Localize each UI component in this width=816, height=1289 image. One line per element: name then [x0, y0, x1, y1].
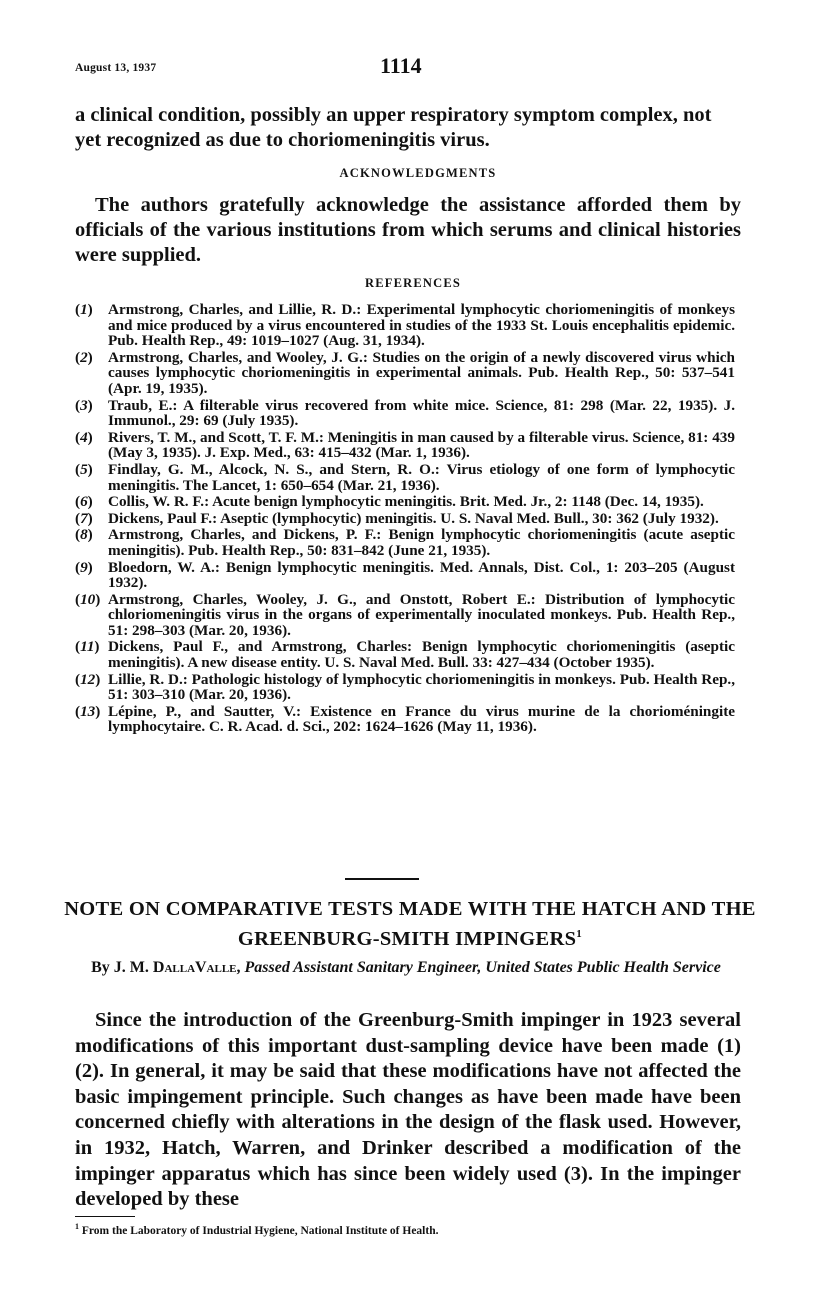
article-title: [60, 897, 760, 952]
reference-text: Lillie, R. D.: Pathologic histology of lymphocytic choriomeningitis in monkeys. Pub. Health Rep., 51: 303–310 (Mar. 20, 1936).: [108, 670, 735, 704]
reference-number: (8): [75, 526, 93, 544]
reference-number: (2): [75, 348, 93, 366]
author-initials: J. M.: [113, 959, 153, 976]
references-heading: REFERENCES: [364, 276, 462, 290]
reference-item: [75, 430, 735, 461]
reference-number: (3): [75, 396, 93, 414]
reference-number: (6): [75, 493, 93, 511]
reference-item: [75, 398, 735, 429]
title-footnote-mark: 1: [576, 928, 583, 940]
reference-text: Rivers, T. M., and Scott, T. F. M.: Meningitis in man caused by a filterable virus. Science, 81: 439 (May 3, 1935). J. Exp. Med., 63: 415–432 (Mar. 1, 1936).: [108, 428, 735, 462]
reference-text: Traub, E.: A filterable virus recovered from white mice. Science, 81: 298 (Mar. 22, 1935). J. Immunol., 29: 69 (July 1935).: [108, 396, 735, 430]
reference-item: [75, 494, 735, 510]
reference-item: [75, 462, 735, 493]
reference-number: (10): [75, 590, 101, 608]
section-divider: [345, 878, 419, 880]
reference-number: (4): [75, 428, 93, 446]
reference-item: [75, 704, 735, 735]
reference-text: Armstrong, Charles, and Lillie, R. D.: Experimental lymphocytic choriomeningitis of monkeys and mice produced by a virus encountered in studies of the 1933 St. Louis encephalitis epidemic. Pub. Health Rep., 49: 1019–1027 (Aug. 31, 1934).: [108, 301, 735, 350]
reference-text: Armstrong, Charles, Wooley, J. G., and Onstott, Robert E.: Distribution of lymphocytic chloriomeningitis virus in the organs of experimentally inoculated monkeys. Pub. Health Rep., 51: 298–303 (Mar. 20, 1936).: [108, 590, 735, 639]
references-list: [75, 302, 735, 736]
reference-text: Armstrong, Charles, and Wooley, J. G.: Studies on the origin of a newly discovered virus which causes lymphocytic choriomeningitis in experimental animals. Pub. Health Rep., 50: 537–541 (Apr. 19, 1935).: [108, 348, 735, 397]
reference-number: (11): [75, 638, 100, 656]
reference-item: [75, 511, 735, 527]
reference-item: [75, 639, 735, 670]
page-number: 1114: [380, 53, 422, 78]
reference-number: (13): [75, 702, 101, 720]
reference-text: Armstrong, Charles, and Dickens, P. F.: Benign lymphocytic choriomeningitis (acute aseptic meningitis). Pub. Health Rep., 50: 831–842 (June 21, 1935).: [108, 526, 735, 559]
author-title: Passed Assistant Sanitary Engineer, United States Public Health Service: [244, 959, 721, 976]
reference-number: (7): [75, 509, 93, 527]
reference-text: Collis, W. R. F.: Acute benign lymphocytic meningitis. Brit. Med. Jr., 2: 1148 (Dec. 14, 1935).: [108, 493, 704, 511]
footnote-text: From the Laboratory of Industrial Hygiene, National Institute of Health.: [81, 1224, 439, 1237]
reference-text: Bloedorn, W. A.: Benign lymphocytic meningitis. Med. Annals, Dist. Col., 1: 203–205 (August 1932).: [108, 558, 735, 592]
continued-paragraph: a clinical condition, possibly an upper respiratory symptom complex, not yet recognized as due to choriomeningitis virus.: [75, 104, 712, 151]
acknowledgments-text: The authors gratefully acknowledge the assistance afforded them by officials of the various institutions from which serums and clinical histories were supplied.: [75, 194, 741, 266]
footnote-rule: [75, 1216, 135, 1217]
reference-text: Lépine, P., and Sautter, V.: Existence en France du virus murine de la chorioméningite lymphocytaire. C. R. Acad. d. Sci., 202: 1624–1626 (May 11, 1936).: [108, 702, 735, 736]
reference-number: (12): [75, 670, 101, 688]
byline-prefix: By: [91, 959, 114, 976]
article-body: Since the introduction of the Greenburg-Smith impinger in 1923 several modifications of this important dust-sampling device have been made (1) (2). In general, it may be said that these modifications have not affected the basic impingement principle. Such changes as have been made have been concerned chiefly with alterations in the design of the flask used. However, in 1932, Hatch, Warren, and Drinker described a modification of the impinger apparatus which has since been widely used (3). In the impinger developed by these: [75, 1009, 741, 1211]
reference-item: [75, 527, 735, 558]
reference-item: [75, 672, 735, 703]
reference-item: [75, 350, 735, 397]
issue-date: August 13, 1937: [75, 62, 157, 74]
reference-number: (9): [75, 558, 93, 576]
byline: By J. M. DallaValle, Passed Assistant Sanitary Engineer, United States Public Health Service: [91, 959, 721, 976]
reference-text: Findlay, G. M., Alcock, N. S., and Stern, R. O.: Virus etiology of one form of lymphocytic meningitis. The Lancet, 1: 650–654 (Mar. 21, 1936).: [108, 460, 735, 494]
author-surname: DallaValle: [152, 959, 237, 976]
reference-number: (1): [75, 301, 93, 318]
acknowledgments-heading: ACKNOWLEDGMENTS: [339, 166, 497, 180]
reference-text: Dickens, Paul F.: Aseptic (lymphocytic) meningitis. U. S. Naval Med. Bull., 30: 362 (July 1932).: [108, 509, 719, 527]
reference-item: [75, 592, 735, 639]
article-title-text: NOTE ON COMPARATIVE TESTS MADE WITH THE HATCH AND THE GREENBURG-SMITH IMPINGERS: [64, 898, 756, 950]
footnote: [75, 1222, 438, 1237]
reference-number: (5): [75, 460, 93, 478]
reference-item: [75, 302, 735, 349]
reference-item: [75, 560, 735, 591]
reference-text: Dickens, Paul F., and Armstrong, Charles: Benign lymphocytic choriomeningitis (aseptic meningitis). A new disease entity. U. S. Naval Med. Bull. 33: 427–434 (October 1935).: [108, 638, 735, 672]
footnote-mark: 1: [75, 1222, 79, 1231]
